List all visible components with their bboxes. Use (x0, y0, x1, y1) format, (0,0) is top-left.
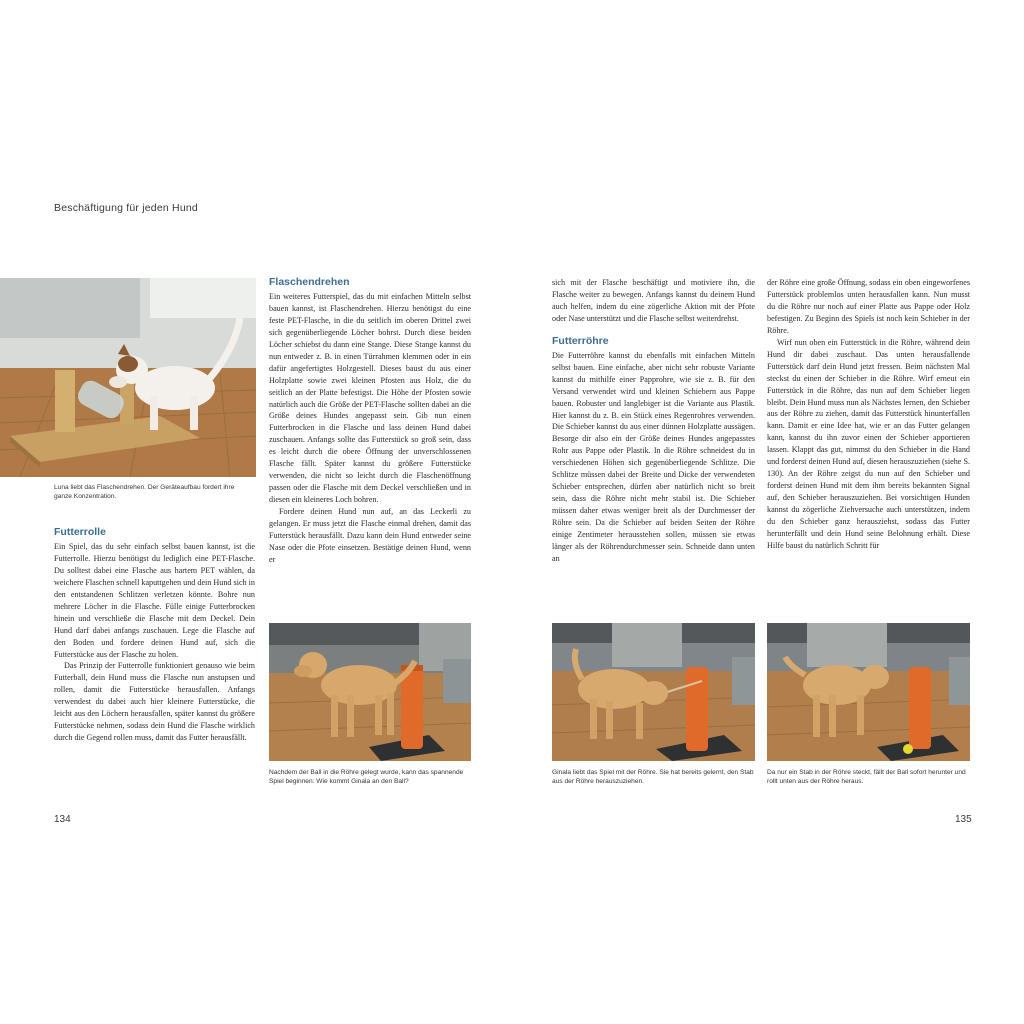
paragraph: Das Prinzip der Futterrolle funktioniert genauso wie beim Futterball, dein Hund muss die Flasche nun anstupsen und rollen, damit die Futterstücke herausfallen. Anfangs verwendest du dabei auch hier kleinere Futterstücke, die leicht aus den Löchern herausfallen, später kannst du größere Futterstücke nehmen, sodass dein Hund die Flasche wirklich durch die Gegend rollen muss, damit das Futter herausfällt. (54, 661, 255, 743)
photo-caption-ball-tube: Nachdem der Ball in die Röhre gelegt wurde, kann das spannende Spiel beginnen: Wie kommt Ginala an den Ball? (269, 769, 464, 786)
photo-caption-flaschendrehen: Luna liebt das Flaschendrehen. Der Geräteaufbau fordert ihre ganze Konzentration. (54, 484, 235, 501)
photo-caption-ball-falls: Da nur ein Stab in der Röhre steckt, fällt der Ball sofort herunter und rollt unten aus der Röhre heraus. (767, 769, 966, 786)
heading-futterroehre: Futterröhre (552, 334, 609, 347)
section-futterrolle (54, 527, 255, 744)
paragraph: Ein weiteres Futterspiel, das du mit einfachen Mitteln selbst bauen kannst, ist Flaschendrehen. Hierzu benötigst du eine feste PET-Flasche, in die du seitlich im oberen Drittel zwei sich gegenüberliegende Löcher bohrst. Durch diese beiden Löcher schiebst du dann eine Stange. Diese Stange kannst du nun entweder z. B. in einen Türrahmen klemmen oder in ein dafür angefertigtes Holzgestell. Dieses baust du aus einer Holzplatte sowie zwei kleinen Pfosten aus Holz, die du seitlich an der Platte befestigst. Die Höhe der Pfosten sowie natürlich auch die Größe der PET-Flasche sollten dabei an die Größe deines Hundes angepasst sein. Gib nun einen Futterbrocken in die Flasche und lass deinen Hund dabei zuschauen. Anfangs sollte das Futterstück so groß sein, dass es leicht durch die obere Öffnung der unverschlossenen Flasche fällt. Später kannst du größere Futterstücke verwenden, die nicht so leicht durch die Flaschenöffnung passen oder die Flasche mit dem Deckel verschließen und in diesen ein kleineres Loch bohren. (269, 291, 471, 505)
heading-flaschendrehen: Flaschendrehen (269, 276, 350, 288)
photo-jack-russell-bottle-spinner (0, 278, 256, 477)
paragraph: der Röhre eine große Öffnung, sodass ein oben eingeworfenes Futterstück problemlos unten herausfallen kann. Nun musst du die Röhre nur noch auf einer Platte aus Pappe oder Holz befestigen. Zu Beginn des Spiels ist noch kein Schieber in der Röhre. (767, 278, 970, 335)
running-head: Beschäftigung für jeden Hund (54, 202, 198, 214)
section-flaschendrehen (269, 277, 471, 566)
paragraph: Fordere deinen Hund nun auf, an das Leckerli zu gelangen. Er muss jetzt die Flasche einmal drehen, damit das Futterstück herausfällt. Dazu kann dein Hund entweder seine Nase oder die Pfote einsetzen. Bestätige deinen Hund, wenn er (269, 507, 471, 564)
heading-futterrolle: Futterrolle (54, 526, 106, 538)
paragraph: Wirf nun oben ein Futterstück in die Röhre, während dein Hund dir dabei zuschaut. Das unten herausfallende Futterstück darf dein Hund jetzt fressen. Beim nächsten Mal steckst du einen der Schieber in die Röhre. Wirf erneut ein Futterstück in die Röhre, das nun auf dem Schieber liegen bleibt. Dein Hund muss nun als Nächstes lernen, den Schieber aus der Röhre zu ziehen, damit das Futterstück hinunterfallen kann. Damit er eine Idee hat, wie er an das Futter gelangen kann, kannst du ihn zuvor einen der Schieber apportieren lassen. Klappt das gut, nimmst du den Schieber in die Hand und forderst deinen Hund auf, diesen herauszuziehen (siehe S. 130). An der Röhre zeigst du nun auf den Schieber und forderst deinen Hund mit dem ihm bereits bekannten Signal auf, den Schieber herauszuziehen. Bei vorsichtigen Hunden kannst du zögerliche Ziehversuche auch unterstützen, indem du den Schieber ganz herausziehst, sodass das Futter herunterfällt und dein Hund seine Belohnung erhält. Diese Hilfe baust du natürlich Schritt für (767, 337, 970, 550)
photo-caption-ginala-stick: Ginala liebt das Spiel mit der Röhre. Sie hat bereits gelernt, den Stab aus der Röhre herauszuziehen. (552, 769, 754, 786)
photo-labrador-pulling-stick (552, 623, 755, 761)
page-number-left: 134 (54, 814, 71, 825)
paragraph: Ein Spiel, das du sehr einfach selbst bauen kannst, ist die Futterrolle. Hierzu benötigst du lediglich eine PET-Flasche. Du solltest dabei eine Flasche aus hartem PET wählen, da weichere Flaschen schnell kaputtgehen und dein Hund sich in den entstandenen Schlitzen verletzen könnte. Bohre nun mehrere Löcher in die Flasche. Fülle einige Futterbrocken hinein und verschließe die Flasche mit dem Deckel. Dein Hund darf dabei anfangs zuschauen. Lege die Flasche auf den Boden und fordere deinen Hund auf, sich die Futterstücke aus der Flasche zu holen. (54, 541, 255, 659)
paragraph: Die Futterröhre kannst du ebenfalls mit einfachen Mitteln selbst bauen. Eine einfache, aber nicht sehr robuste Variante kannst du mithilfe einer Papprohre, wie sie z. B. für den Versand verwendet wird und kleinen Schiebern aus Pappe bauen. Robuster und langlebiger ist die Variante aus Plastik. Hier kannst du z. B. ein Stück eines Regenrohres verwenden. Die Schieber kannst du aus einer dünnen Holzplatte aussägen. Besorge dir also ein der Größe deines Hundes angepasstes Rohr aus Pappe oder Plastik. In die Röhre schneidest du in verschiedenen Höhen sich gegenüberliegende Schlitze. Die Schlitze müssen dabei der Breite und Dicke der verwendeten Schieber entsprechen, dürfen aber natürlich nicht so breit sein, dass die Röhre nicht mehr stabil ist. Die Schieber müssen daher etwas weniger breit als der Durchmesser der Röhre sein. Da die Schieber auf beiden Seiten der Röhre einige Zentimeter herausstehen sollen, müssen sie etwas länger als der Röhrendurchmesser sein. Schneide dann unten an (552, 350, 755, 563)
paragraph: sich mit der Flasche beschäftigt und motiviere ihn, die Flasche weiter zu bewegen. Anfangs kannst du deinem Hund auch helfen, indem du eine zögerliche Aktion mit der Pfote oder Nase unterstützt und die Flasche selbst weiterdrehst. (552, 278, 755, 323)
photo-labrador-tube-start (269, 623, 471, 761)
photo-ball-rolling-out (767, 623, 970, 761)
section-futterroehre-continued (767, 277, 970, 552)
page-number-right: 135 (955, 814, 972, 825)
section-futterroehre (552, 277, 755, 565)
